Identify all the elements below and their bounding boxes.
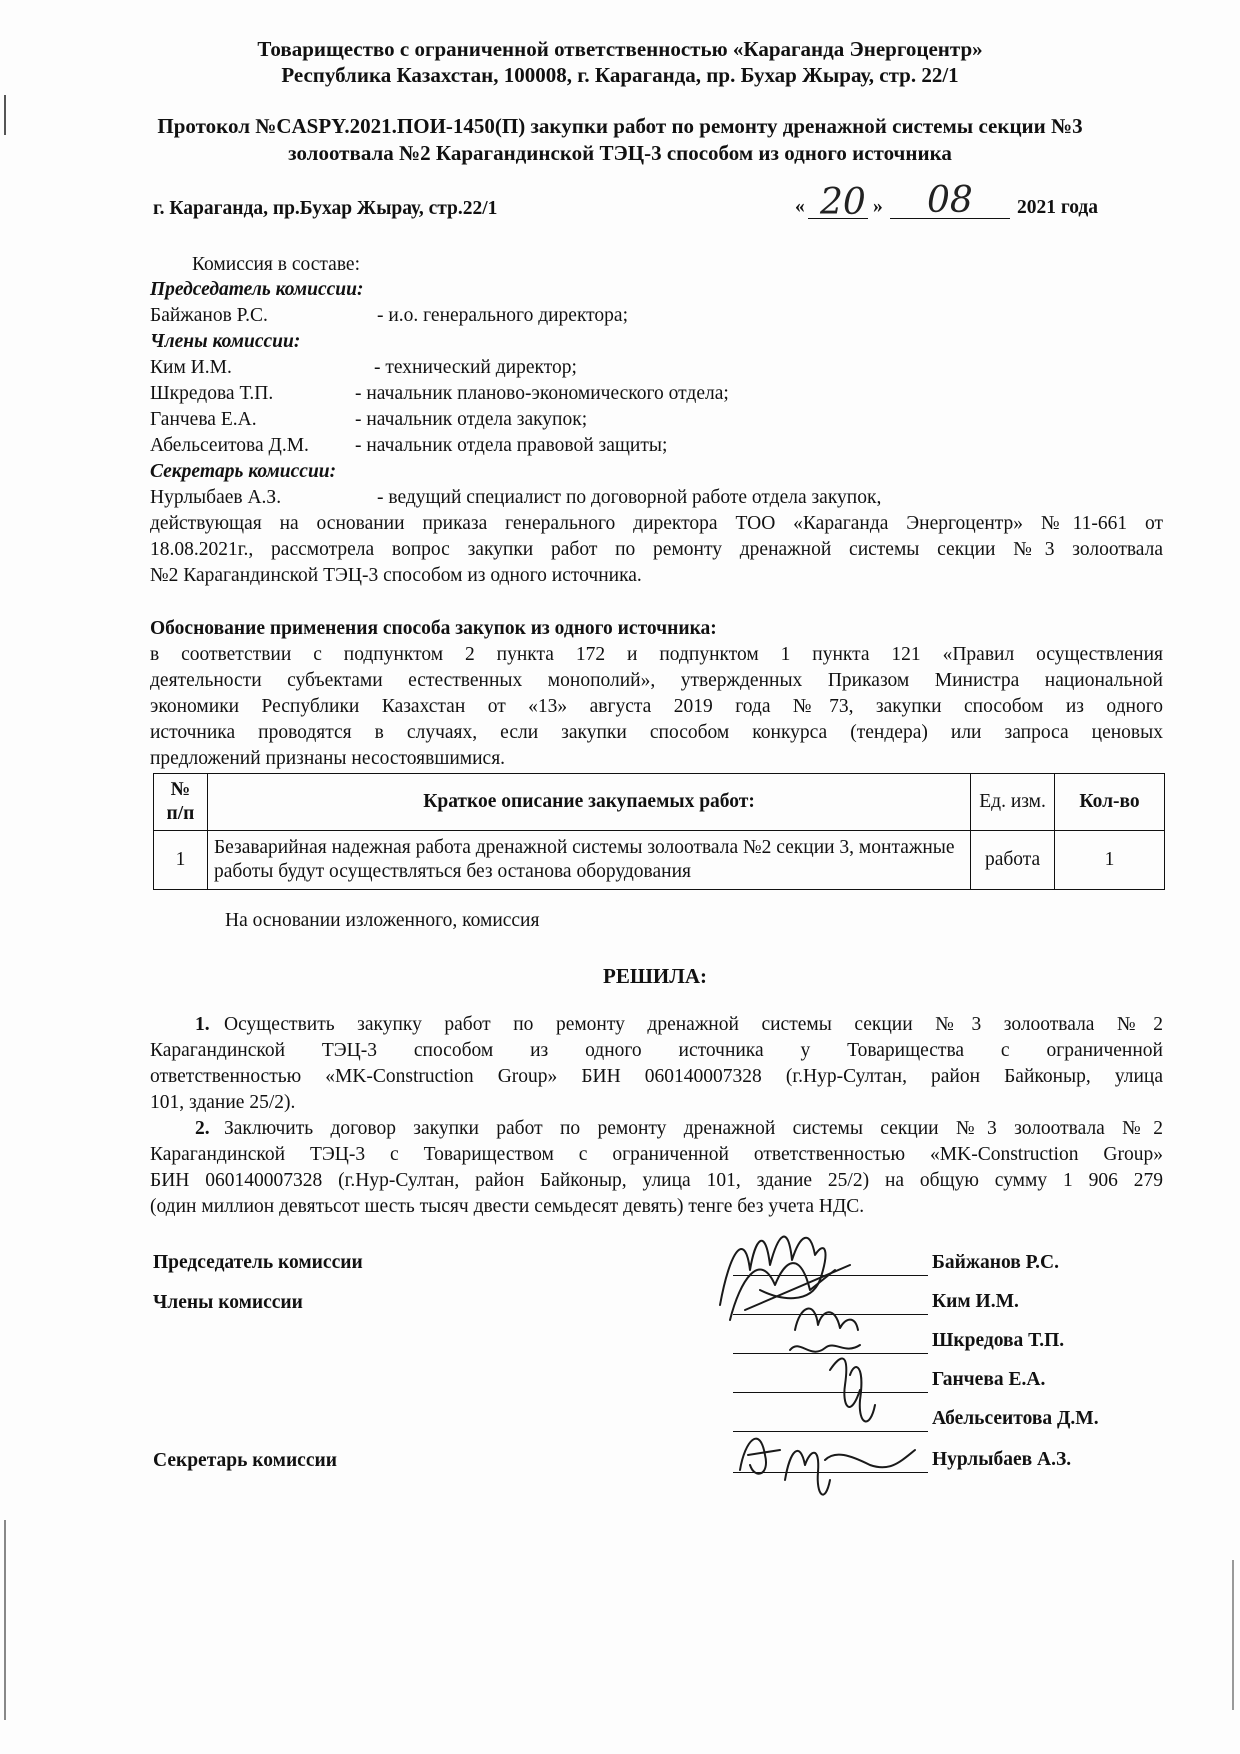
signatory-name: Байжанов Р.С. — [932, 1252, 1059, 1273]
signatory-name: Ганчева Е.А. — [932, 1369, 1046, 1390]
protocol-title-line2: золоотвала №2 Карагандинской ТЭЦ-3 способом из одного источника — [288, 141, 952, 165]
table-row — [154, 831, 1165, 890]
table-header-row — [154, 774, 1165, 831]
decision-line: Осуществить закупку работ по ремонту дренажной системы секции №3 золоотвала №2 — [224, 1014, 1163, 1035]
date-close-quote: » — [873, 196, 883, 217]
date-open-quote: « — [795, 196, 805, 217]
protocol-place: г. Караганда, пр.Бухар Жырау, стр.22/1 — [153, 198, 498, 219]
decision-line: Заключить договор закупки работ по ремонту дренажной системы секции №3 золоотвала №2 — [224, 1118, 1163, 1139]
table-cell-unit: работа — [971, 831, 1055, 890]
decision-line: 101, здание 25/2). — [150, 1092, 296, 1113]
justification-line: источника проводятся в случаях, если закупки способом конкурса (тендера) или запроса ценовых — [150, 722, 1163, 743]
member-role: - начальник отдела правовой защиты; — [355, 435, 668, 456]
decision-line: (один миллион девятьсот шесть тысяч двести семьдесят девять) тенге без учета НДС. — [150, 1196, 865, 1217]
chair-name: Байжанов Р.С. — [150, 305, 268, 326]
decision-number: 2. — [195, 1118, 210, 1139]
date-year: 2021 года — [1017, 197, 1099, 218]
decision-heading: РЕШИЛА: — [603, 964, 708, 988]
commission-intro: Комиссия в составе: — [192, 254, 360, 275]
justification-line: в соответствии с подпунктом 2 пункта 172 и подпунктом 1 пункта 121 «Правил осуществления — [150, 644, 1163, 665]
member-name: Шкредова Т.П. — [150, 383, 274, 404]
member-name: Ким И.М. — [150, 357, 232, 378]
signatory-name: Абельсеитова Д.М. — [932, 1408, 1099, 1429]
justification-line: деятельности субъектами естественных монополий», утвержденных Приказом Министра национальной — [150, 670, 1163, 691]
table-cell-qty: 1 — [1055, 831, 1165, 890]
decision-line: БИН 060140007328 (г.Нур-Султан, район Байконыр, улица 101, здание 25/2) на общую сумму 1 906 279 — [150, 1170, 1163, 1191]
protocol-title-line1: Протокол №CASPY.2021.ПОИ-1450(П) закупки работ по ремонту дренажной системы секции №3 — [157, 114, 1083, 138]
chair-heading: Председатель комиссии: — [150, 279, 364, 300]
table-header-num: № п/п — [154, 774, 208, 831]
signatory-name: Шкредова Т.П. — [932, 1330, 1065, 1351]
scan-edge-mark — [4, 1520, 6, 1720]
member-role: - начальник отдела закупок; — [355, 409, 588, 430]
table-header-description: Краткое описание закупаемых работ: — [207, 774, 970, 831]
decision-line: Карагандинской ТЭЦ-3 с Товариществом с ограниченной ответственностью «MK-Construction Group» — [150, 1144, 1163, 1165]
members-heading: Члены комиссии: — [150, 331, 301, 352]
decision-line: ответственностью «MK-Construction Group» БИН 060140007328 (г.Нур-Султан, район Байконыр, улица — [150, 1066, 1163, 1087]
chair-signature-label: Председатель комиссии — [153, 1252, 363, 1273]
member-role: - технический директор; — [374, 357, 577, 378]
justification-heading: Обоснование применения способа закупок из одного источника: — [150, 618, 717, 639]
table-header-qty: Кол-во — [1055, 774, 1165, 831]
scan-edge-mark — [1232, 1560, 1234, 1710]
table-header-unit: Ед. изм. — [971, 774, 1055, 831]
scan-edge-mark — [4, 95, 6, 135]
conclusion-intro: На основании изложенного, комиссия — [225, 910, 540, 931]
justification-line: предложений признаны несостоявшимися. — [150, 748, 506, 769]
date-day: 20 — [820, 182, 866, 223]
member-role: - начальник планово-экономического отдела; — [355, 383, 729, 404]
basis-line: действующая на основании приказа генерального директора ТОО «Караганда Энергоцентр» №11-661 от — [150, 513, 1163, 534]
works-table — [153, 773, 1165, 890]
org-name: Товарищество с ограниченной ответственностью «Караганда Энергоцентр» — [257, 37, 983, 61]
table-cell-description: Безаварийная надежная работа дренажной системы золоотвала №2 секции 3, монтажные работы будут осуществляться без останова оборудования — [207, 831, 970, 890]
handwritten-signatures — [700, 1210, 940, 1510]
signatory-name: Нурлыбаев А.З. — [932, 1449, 1072, 1470]
secretary-role: - ведущий специалист по договорной работе отдела закупок, — [377, 487, 882, 508]
member-name: Ганчева Е.А. — [150, 409, 257, 430]
secretary-signature-label: Секретарь комиссии — [153, 1450, 337, 1471]
secretary-heading: Секретарь комиссии: — [150, 461, 337, 482]
decision-line: Карагандинской ТЭЦ-3 способом из одного источника у Товарищества с ограниченной — [150, 1040, 1163, 1061]
date-month: 08 — [927, 180, 973, 221]
basis-line: 18.08.2021г., рассмотрела вопрос закупки работ по ремонту дренажной системы секции №3 золоотвала — [150, 539, 1163, 560]
justification-line: экономики Республики Казахстан от «13» августа 2019 года №73, закупки способом из одного — [150, 696, 1163, 717]
decision-number: 1. — [195, 1014, 210, 1035]
members-signature-label: Члены комиссии — [153, 1292, 303, 1313]
signatory-name: Ким И.М. — [932, 1291, 1019, 1312]
basis-line: №2 Карагандинской ТЭЦ-3 способом из одного источника. — [150, 565, 642, 586]
member-name: Абельсеитова Д.М. — [150, 435, 309, 456]
table-cell-num: 1 — [154, 831, 208, 890]
org-address: Республика Казахстан, 100008, г. Караганда, пр. Бухар Жырау, стр. 22/1 — [281, 63, 959, 87]
chair-role: - и.о. генерального директора; — [377, 305, 629, 326]
secretary-name: Нурлыбаев А.З. — [150, 487, 282, 508]
